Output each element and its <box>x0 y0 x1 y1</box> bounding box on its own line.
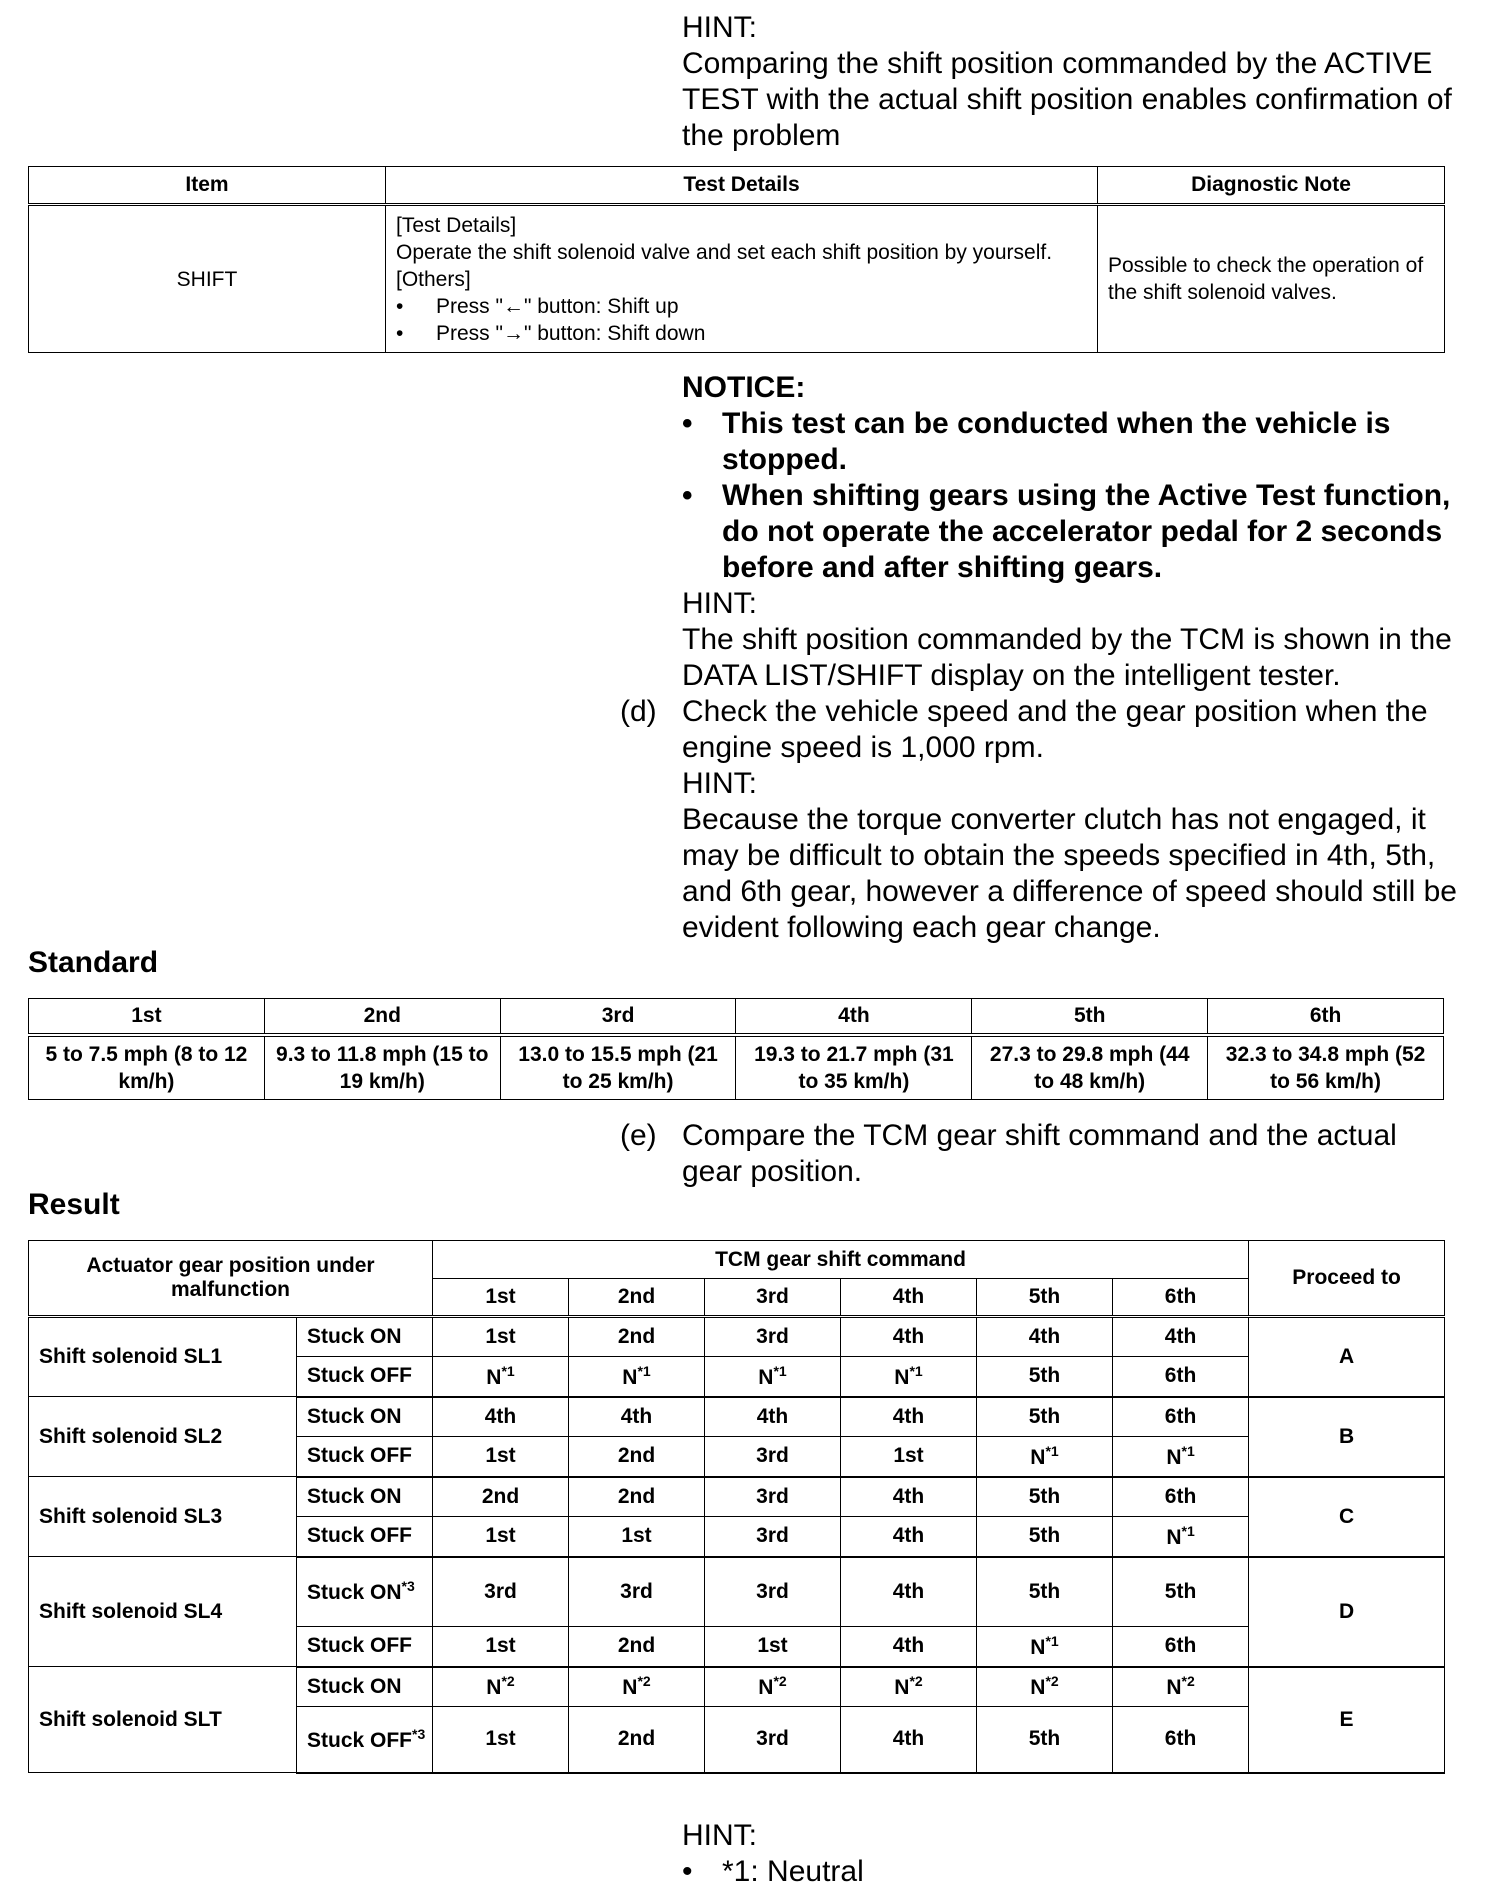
stuck-state <box>297 1667 433 1707</box>
gear-value: N <box>486 1676 502 1700</box>
gear-value: 2nd <box>617 1444 656 1468</box>
gear-value: N <box>1030 1676 1046 1700</box>
table-row <box>29 1667 1445 1707</box>
stuck-state-label: Stuck ON <box>307 1325 402 1348</box>
gear-result-cell <box>977 1667 1113 1707</box>
gear-result-cell <box>433 1517 569 1557</box>
hint-bullet: • *1: Neutral <box>682 1854 1462 1890</box>
stuck-state-label: Stuck ON <box>307 1484 402 1508</box>
proceed-to-cell: E <box>1249 1667 1445 1773</box>
stuck-state-label: Stuck ON <box>307 1674 402 1698</box>
step-d-text: Check the vehicle speed and the gear position when the engine speed is 1,000 rpm. <box>682 695 1428 764</box>
gear-result-cell <box>977 1557 1113 1627</box>
gear-result-cell <box>977 1317 1113 1357</box>
column-header: 6th <box>1208 999 1444 1036</box>
result-table <box>28 1240 1445 1774</box>
gear-value: 4th <box>756 1404 789 1428</box>
gear-header: 2nd <box>569 1279 705 1317</box>
footnote-marker: *2 <box>1181 1673 1195 1690</box>
notice-title: NOTICE: <box>682 371 806 404</box>
stuck-state <box>297 1477 433 1517</box>
gear-value: 3rd <box>620 1579 653 1603</box>
standard-table <box>28 998 1444 1100</box>
gear-result-cell <box>705 1517 841 1557</box>
header-proceed-to: Proceed to <box>1249 1241 1445 1317</box>
stuck-state <box>297 1707 433 1773</box>
footnote-marker: *3 <box>401 1578 415 1595</box>
stuck-state <box>297 1517 433 1557</box>
gear-value: 3rd <box>756 1727 789 1751</box>
details-bullet-shift-up: • Press "←" button: Shift up <box>396 293 1087 320</box>
gear-value: N <box>894 1365 910 1389</box>
gear-result-cell <box>841 1707 977 1773</box>
gear-result-cell <box>1113 1517 1249 1557</box>
column-header: 4th <box>736 999 972 1036</box>
table-row <box>29 1477 1445 1517</box>
gear-result-cell <box>1113 1437 1249 1477</box>
gear-result-cell <box>705 1357 841 1397</box>
footnote-marker: *2 <box>909 1673 923 1690</box>
gear-result-cell <box>569 1707 705 1773</box>
hint-text: Comparing the shift position commanded by the ACTIVE TEST with the actual shift position enables confirmation of the problem <box>682 47 1452 152</box>
header-actuator: Actuator gear position under malfunction <box>29 1241 433 1317</box>
table-row <box>29 1035 1444 1100</box>
column-header: 2nd <box>264 999 500 1036</box>
table-row <box>29 205 1445 353</box>
gear-result-cell <box>569 1317 705 1357</box>
gear-result-cell <box>841 1627 977 1667</box>
gear-value: 6th <box>1164 1404 1197 1428</box>
gear-result-cell <box>841 1397 977 1437</box>
gear-result-cell <box>705 1707 841 1773</box>
solenoid-name: Shift solenoid SL1 <box>29 1317 297 1397</box>
result-title: Result <box>28 1188 120 1221</box>
gear-value: 5th <box>1028 1484 1061 1508</box>
gear-result-cell <box>569 1397 705 1437</box>
gear-result-cell <box>705 1317 841 1357</box>
gear-value: 5th <box>1028 1404 1061 1428</box>
gear-result-cell <box>977 1477 1113 1517</box>
proceed-to-cell: C <box>1249 1477 1445 1557</box>
gear-value: 3rd <box>756 1484 789 1508</box>
column-header-test-details: Test Details <box>386 167 1098 205</box>
table-header-row <box>29 999 1444 1036</box>
gear-value: 6th <box>1164 1634 1197 1658</box>
gear-result-cell <box>433 1397 569 1437</box>
solenoid-name: Shift solenoid SL4 <box>29 1557 297 1667</box>
gear-result-cell <box>569 1477 705 1517</box>
gear-result-cell <box>705 1667 841 1707</box>
column-header-item: Item <box>29 167 386 205</box>
hint-bottom <box>682 1818 1462 1890</box>
stuck-state-label: Stuck OFF <box>307 1444 413 1468</box>
gear-value: 4th <box>892 1579 925 1603</box>
gear-result-cell <box>433 1317 569 1357</box>
gear-result-cell <box>1113 1627 1249 1667</box>
gear-value: N <box>1166 1676 1182 1700</box>
gear-result-cell <box>569 1557 705 1627</box>
gear-result-cell <box>569 1357 705 1397</box>
gear-result-cell <box>433 1707 569 1773</box>
stuck-state <box>297 1557 433 1627</box>
gear-header: 1st <box>433 1279 569 1317</box>
step-e-label: (e) <box>620 1119 657 1152</box>
gear-result-cell <box>841 1477 977 1517</box>
gear-value: 4th <box>892 1634 925 1658</box>
gear-value: N <box>1030 1635 1046 1659</box>
column-header: 5th <box>972 999 1208 1036</box>
stuck-state-label: Stuck OFF <box>307 1728 413 1752</box>
gear-value: 4th <box>892 1524 925 1548</box>
gear-value: 5th <box>1028 1727 1061 1751</box>
item-cell: SHIFT <box>29 205 386 353</box>
table-cell: 19.3 to 21.7 mph (31 to 35 km/h) <box>736 1035 972 1100</box>
gear-result-cell <box>977 1437 1113 1477</box>
gear-result-cell <box>841 1357 977 1397</box>
table-row <box>29 1557 1445 1627</box>
gear-value: 2nd <box>617 1634 656 1658</box>
notice-item: • This test can be conducted when the vehicle is stopped. <box>682 406 1462 478</box>
gear-result-cell <box>569 1517 705 1557</box>
gear-value: 3rd <box>756 1579 789 1603</box>
step-d-label: (d) <box>620 695 657 728</box>
gear-result-cell <box>433 1627 569 1667</box>
details-title: [Test Details] <box>396 213 517 237</box>
table-cell: 13.0 to 15.5 mph (21 to 25 km/h) <box>500 1035 736 1100</box>
gear-result-cell <box>433 1357 569 1397</box>
note-cell: Possible to check the operation of the shift solenoid valves. <box>1098 205 1445 353</box>
gear-result-cell <box>705 1557 841 1627</box>
gear-value: 2nd <box>481 1484 520 1508</box>
proceed-to-cell: D <box>1249 1557 1445 1667</box>
hint-label: HINT: <box>682 11 757 44</box>
stuck-state-label: Stuck OFF <box>307 1524 413 1548</box>
hint-label: HINT: <box>682 587 757 620</box>
solenoid-name: Shift solenoid SL2 <box>29 1397 297 1477</box>
gear-result-cell <box>433 1557 569 1627</box>
solenoid-name: Shift solenoid SL3 <box>29 1477 297 1557</box>
gear-result-cell <box>1113 1317 1249 1357</box>
footnote-marker: *1 <box>501 1362 515 1379</box>
gear-value: 1st <box>757 1634 788 1658</box>
gear-value: 4th <box>892 1325 925 1348</box>
gear-value: 2nd <box>617 1484 656 1508</box>
gear-value: 5th <box>1164 1579 1197 1603</box>
gear-result-cell <box>1113 1397 1249 1437</box>
stuck-state <box>297 1397 433 1437</box>
gear-value: 1st <box>485 1727 516 1751</box>
gear-value: N <box>622 1365 638 1389</box>
table-cell: 9.3 to 11.8 mph (15 to 19 km/h) <box>264 1035 500 1100</box>
solenoid-name: Shift solenoid SLT <box>29 1667 297 1773</box>
stuck-state-label: Stuck OFF <box>307 1364 413 1388</box>
hint-text: The shift position commanded by the TCM is shown in the DATA LIST/SHIFT display on the intelligent tester. <box>682 623 1452 692</box>
footnote-marker: *2 <box>773 1673 787 1690</box>
header-tcm-command: TCM gear shift command <box>433 1241 1249 1279</box>
gear-value: N <box>894 1676 910 1700</box>
active-test-table <box>28 166 1445 353</box>
gear-value: 4th <box>1164 1325 1197 1348</box>
gear-result-cell <box>705 1477 841 1517</box>
details-line: Operate the shift solenoid valve and set each shift position by yourself. <box>396 240 1053 264</box>
table-row <box>29 1397 1445 1437</box>
stuck-state <box>297 1627 433 1667</box>
gear-result-cell <box>569 1627 705 1667</box>
standard-title: Standard <box>28 946 159 979</box>
footnote-marker: *2 <box>1045 1673 1059 1690</box>
gear-value: 3rd <box>756 1444 789 1468</box>
gear-result-cell <box>977 1517 1113 1557</box>
stuck-state-label: Stuck ON <box>307 1581 402 1605</box>
gear-value: 5th <box>1028 1579 1061 1603</box>
gear-value: 4th <box>620 1404 653 1428</box>
stuck-state <box>297 1357 433 1397</box>
table-header-row <box>29 167 1445 205</box>
gear-result-cell <box>705 1437 841 1477</box>
table-cell: 27.3 to 29.8 mph (44 to 48 km/h) <box>972 1035 1208 1100</box>
notice-block <box>682 370 1462 694</box>
gear-value: 6th <box>1164 1727 1197 1751</box>
column-header-diagnostic-note: Diagnostic Note <box>1098 167 1445 205</box>
gear-result-cell <box>1113 1667 1249 1707</box>
footnote-marker: *3 <box>412 1725 426 1742</box>
gear-value: 2nd <box>617 1325 656 1348</box>
gear-value: N <box>1166 1525 1182 1549</box>
gear-result-cell <box>705 1397 841 1437</box>
hint-top <box>682 10 1462 154</box>
footnote-marker: *2 <box>637 1673 651 1690</box>
details-bullet-shift-down: • Press "→" button: Shift down <box>396 320 1087 347</box>
gear-value: 1st <box>621 1524 652 1548</box>
gear-result-cell <box>433 1477 569 1517</box>
gear-result-cell <box>841 1557 977 1627</box>
gear-value: 3rd <box>756 1325 789 1348</box>
gear-result-cell <box>569 1667 705 1707</box>
others-title: [Others] <box>396 267 471 291</box>
gear-result-cell <box>569 1437 705 1477</box>
gear-header: 4th <box>841 1279 977 1317</box>
gear-value: N <box>622 1676 638 1700</box>
stuck-state <box>297 1317 433 1357</box>
gear-result-cell <box>977 1397 1113 1437</box>
table-cell: 5 to 7.5 mph (8 to 12 km/h) <box>29 1035 265 1100</box>
stuck-state-label: Stuck ON <box>307 1404 402 1428</box>
gear-result-cell <box>433 1667 569 1707</box>
footnote-marker: *1 <box>1181 1442 1195 1459</box>
gear-value: 1st <box>485 1444 516 1468</box>
gear-value: 1st <box>893 1444 924 1468</box>
gear-header: 6th <box>1113 1279 1249 1317</box>
gear-result-cell <box>977 1627 1113 1667</box>
gear-value: N <box>1166 1445 1182 1469</box>
table-row <box>29 1317 1445 1357</box>
gear-result-cell <box>977 1357 1113 1397</box>
footnote-marker: *1 <box>1045 1632 1059 1649</box>
step-d-block <box>682 694 1462 946</box>
gear-value: 3rd <box>756 1524 789 1548</box>
proceed-to-cell: B <box>1249 1397 1445 1477</box>
gear-value: 4th <box>892 1484 925 1508</box>
details-cell <box>386 205 1098 353</box>
footnote-marker: *1 <box>909 1362 923 1379</box>
gear-value: 6th <box>1164 1484 1197 1508</box>
gear-value: 2nd <box>617 1727 656 1751</box>
gear-value: N <box>486 1365 502 1389</box>
gear-value: 4th <box>1028 1325 1061 1348</box>
gear-value: 3rd <box>484 1579 517 1603</box>
stuck-state-label: Stuck OFF <box>307 1634 413 1658</box>
gear-result-cell <box>1113 1707 1249 1773</box>
gear-result-cell <box>977 1707 1113 1773</box>
gear-value: N <box>758 1676 774 1700</box>
gear-value: N <box>758 1365 774 1389</box>
gear-result-cell <box>1113 1557 1249 1627</box>
gear-result-cell <box>1113 1357 1249 1397</box>
result-body <box>29 1317 1445 1773</box>
column-header: 3rd <box>500 999 736 1036</box>
gear-result-cell <box>841 1667 977 1707</box>
gear-value: 4th <box>892 1727 925 1751</box>
hint-label: HINT: <box>682 767 757 800</box>
stuck-state <box>297 1437 433 1477</box>
hint-label: HINT: <box>682 1819 757 1852</box>
gear-value: 5th <box>1028 1364 1061 1388</box>
gear-value: 1st <box>485 1325 516 1348</box>
gear-value: 4th <box>892 1404 925 1428</box>
proceed-to-cell: A <box>1249 1317 1445 1397</box>
gear-header: 5th <box>977 1279 1113 1317</box>
hint-text: Because the torque converter clutch has not engaged, it may be difficult to obtain the speeds specified in 4th, 5th, and 6th gear, however a difference of speed should still be evident following each gear change. <box>682 803 1457 944</box>
table-header-row <box>29 1241 1445 1279</box>
gear-result-cell <box>705 1627 841 1667</box>
footnote-marker: *1 <box>773 1362 787 1379</box>
gear-result-cell <box>1113 1477 1249 1517</box>
gear-result-cell <box>841 1517 977 1557</box>
gear-result-cell <box>841 1437 977 1477</box>
gear-value: 5th <box>1028 1524 1061 1548</box>
notice-item: • When shifting gears using the Active Test function, do not operate the accelerator pedal for 2 seconds before and after shifting gears. <box>682 478 1462 586</box>
footnote-marker: *2 <box>501 1673 515 1690</box>
gear-value: 1st <box>485 1524 516 1548</box>
gear-value: 4th <box>484 1404 517 1428</box>
gear-result-cell <box>841 1317 977 1357</box>
table-cell: 32.3 to 34.8 mph (52 to 56 km/h) <box>1208 1035 1444 1100</box>
footnote-marker: *1 <box>1045 1442 1059 1459</box>
gear-value: N <box>1030 1445 1046 1469</box>
gear-value: 1st <box>485 1634 516 1658</box>
step-e-text: Compare the TCM gear shift command and the actual gear position. <box>682 1119 1397 1188</box>
gear-header: 3rd <box>705 1279 841 1317</box>
gear-result-cell <box>433 1437 569 1477</box>
gear-value: 6th <box>1164 1364 1197 1388</box>
footnote-marker: *1 <box>1181 1522 1195 1539</box>
column-header: 1st <box>29 999 265 1036</box>
footnote-marker: *1 <box>637 1362 651 1379</box>
